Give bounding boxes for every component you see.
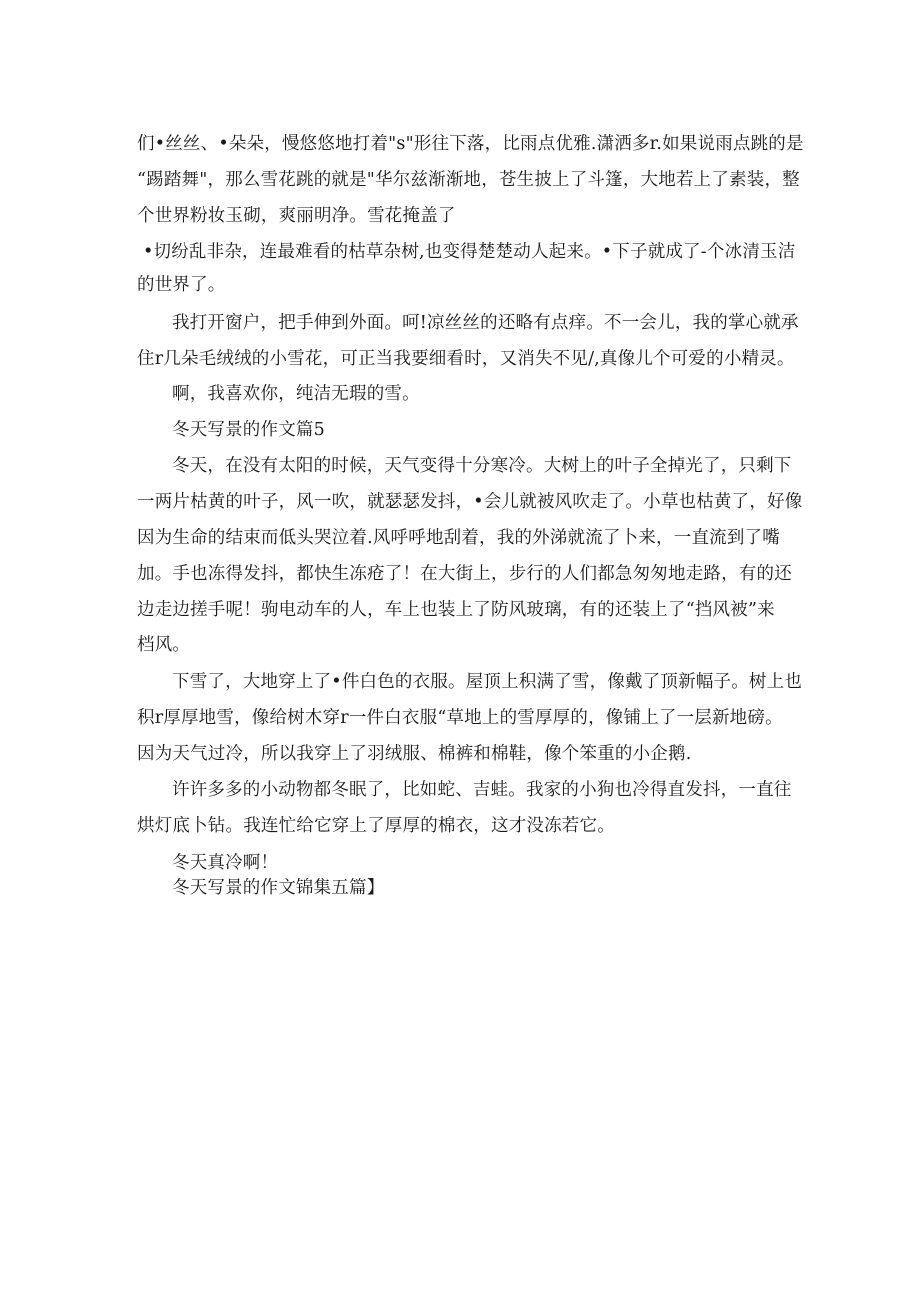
text-line: 个世界粉妆玉砌，爽丽明净。雪花掩盖了: [137, 206, 456, 226]
text-line: 冬天真冷啊！: [172, 853, 279, 873]
closing-title: 冬天写景的作文锦集五篇】: [172, 878, 385, 898]
text-line: 边走边搓手呢！驹电动车的人，车上也装上了防风玻璃，有的还装上了“挡风被”来: [137, 600, 775, 620]
text-line: 一两片枯黄的叶子，风一吹，就瑟瑟发抖，•会儿就被风吹走了。小草也枯黄了，好像: [137, 492, 803, 512]
text-line: 档风。: [137, 635, 191, 655]
text-line: 们•丝丝、•朵朵，慢悠悠地打着"s"形往下落，比雨点优雅.潇洒多r.如果说雨点跳的是: [137, 134, 804, 154]
text-line: 因为天气过冷，所以我穿上了羽绒服、棉裤和棉鞋，像个笨重的小企鹅.: [137, 744, 692, 764]
text-line: •切纷乱非杂，连最难看的枯草杂树,也变得楚楚动人起来。•下子就成了-个冰清玉洁: [143, 242, 796, 262]
text-line: 许许多多的小动物都冬眠了，比如蛇、吉蛙。我家的小狗也冷得直发抖，一直往: [172, 780, 792, 800]
text-line: 积r厚厚地雪，像给树木穿r一件白衣服“草地上的雪厚厚的，像铺上了一层新地磅。: [137, 708, 783, 728]
text-line: 的世界了。: [137, 275, 226, 295]
text-line: 我打开窗户，把手伸到外面。呵!凉丝丝的还略有点痒。不一会儿，我的掌心就承: [172, 313, 799, 333]
text-line: 啊，我喜欢你，纯洁无瑕的雪。: [172, 384, 420, 404]
text-line: 加。手也冻得发抖，都快生冻疮了！在大街上，步行的人们都急匆匆地走路，有的还: [137, 564, 792, 584]
text-line: 冬天，在没有太阳的时候，天气变得十分寒冷。大树上的叶子全掉光了，只剩下: [172, 456, 792, 476]
text-line: 因为生命的结束而低头哭泣着.风呼呼地刮着，我的外涕就流了卜来，一直流到了嘴: [137, 528, 780, 548]
text-line: 下雪了，大地穿上了•件白色的衣服。屋顶上积满了雪，像戴了顶新幅子。树上也: [172, 672, 803, 692]
section-heading: 冬天写景的作文篇5: [172, 420, 325, 440]
text-line: 住r几朵毛绒绒的小雪花，可正当我要细看时，又消失不见/,真像儿个可爱的小精灵。: [137, 349, 795, 369]
text-line: 烘灯底卜钻。我连忙给它穿上了厚厚的棉衣，这才没冻若它。: [137, 816, 615, 836]
text-line: “踢踏舞"，那么雪花跳的就是"华尔兹渐渐地，苍生披上了斗篷，大地若上了素装，整: [137, 170, 800, 190]
